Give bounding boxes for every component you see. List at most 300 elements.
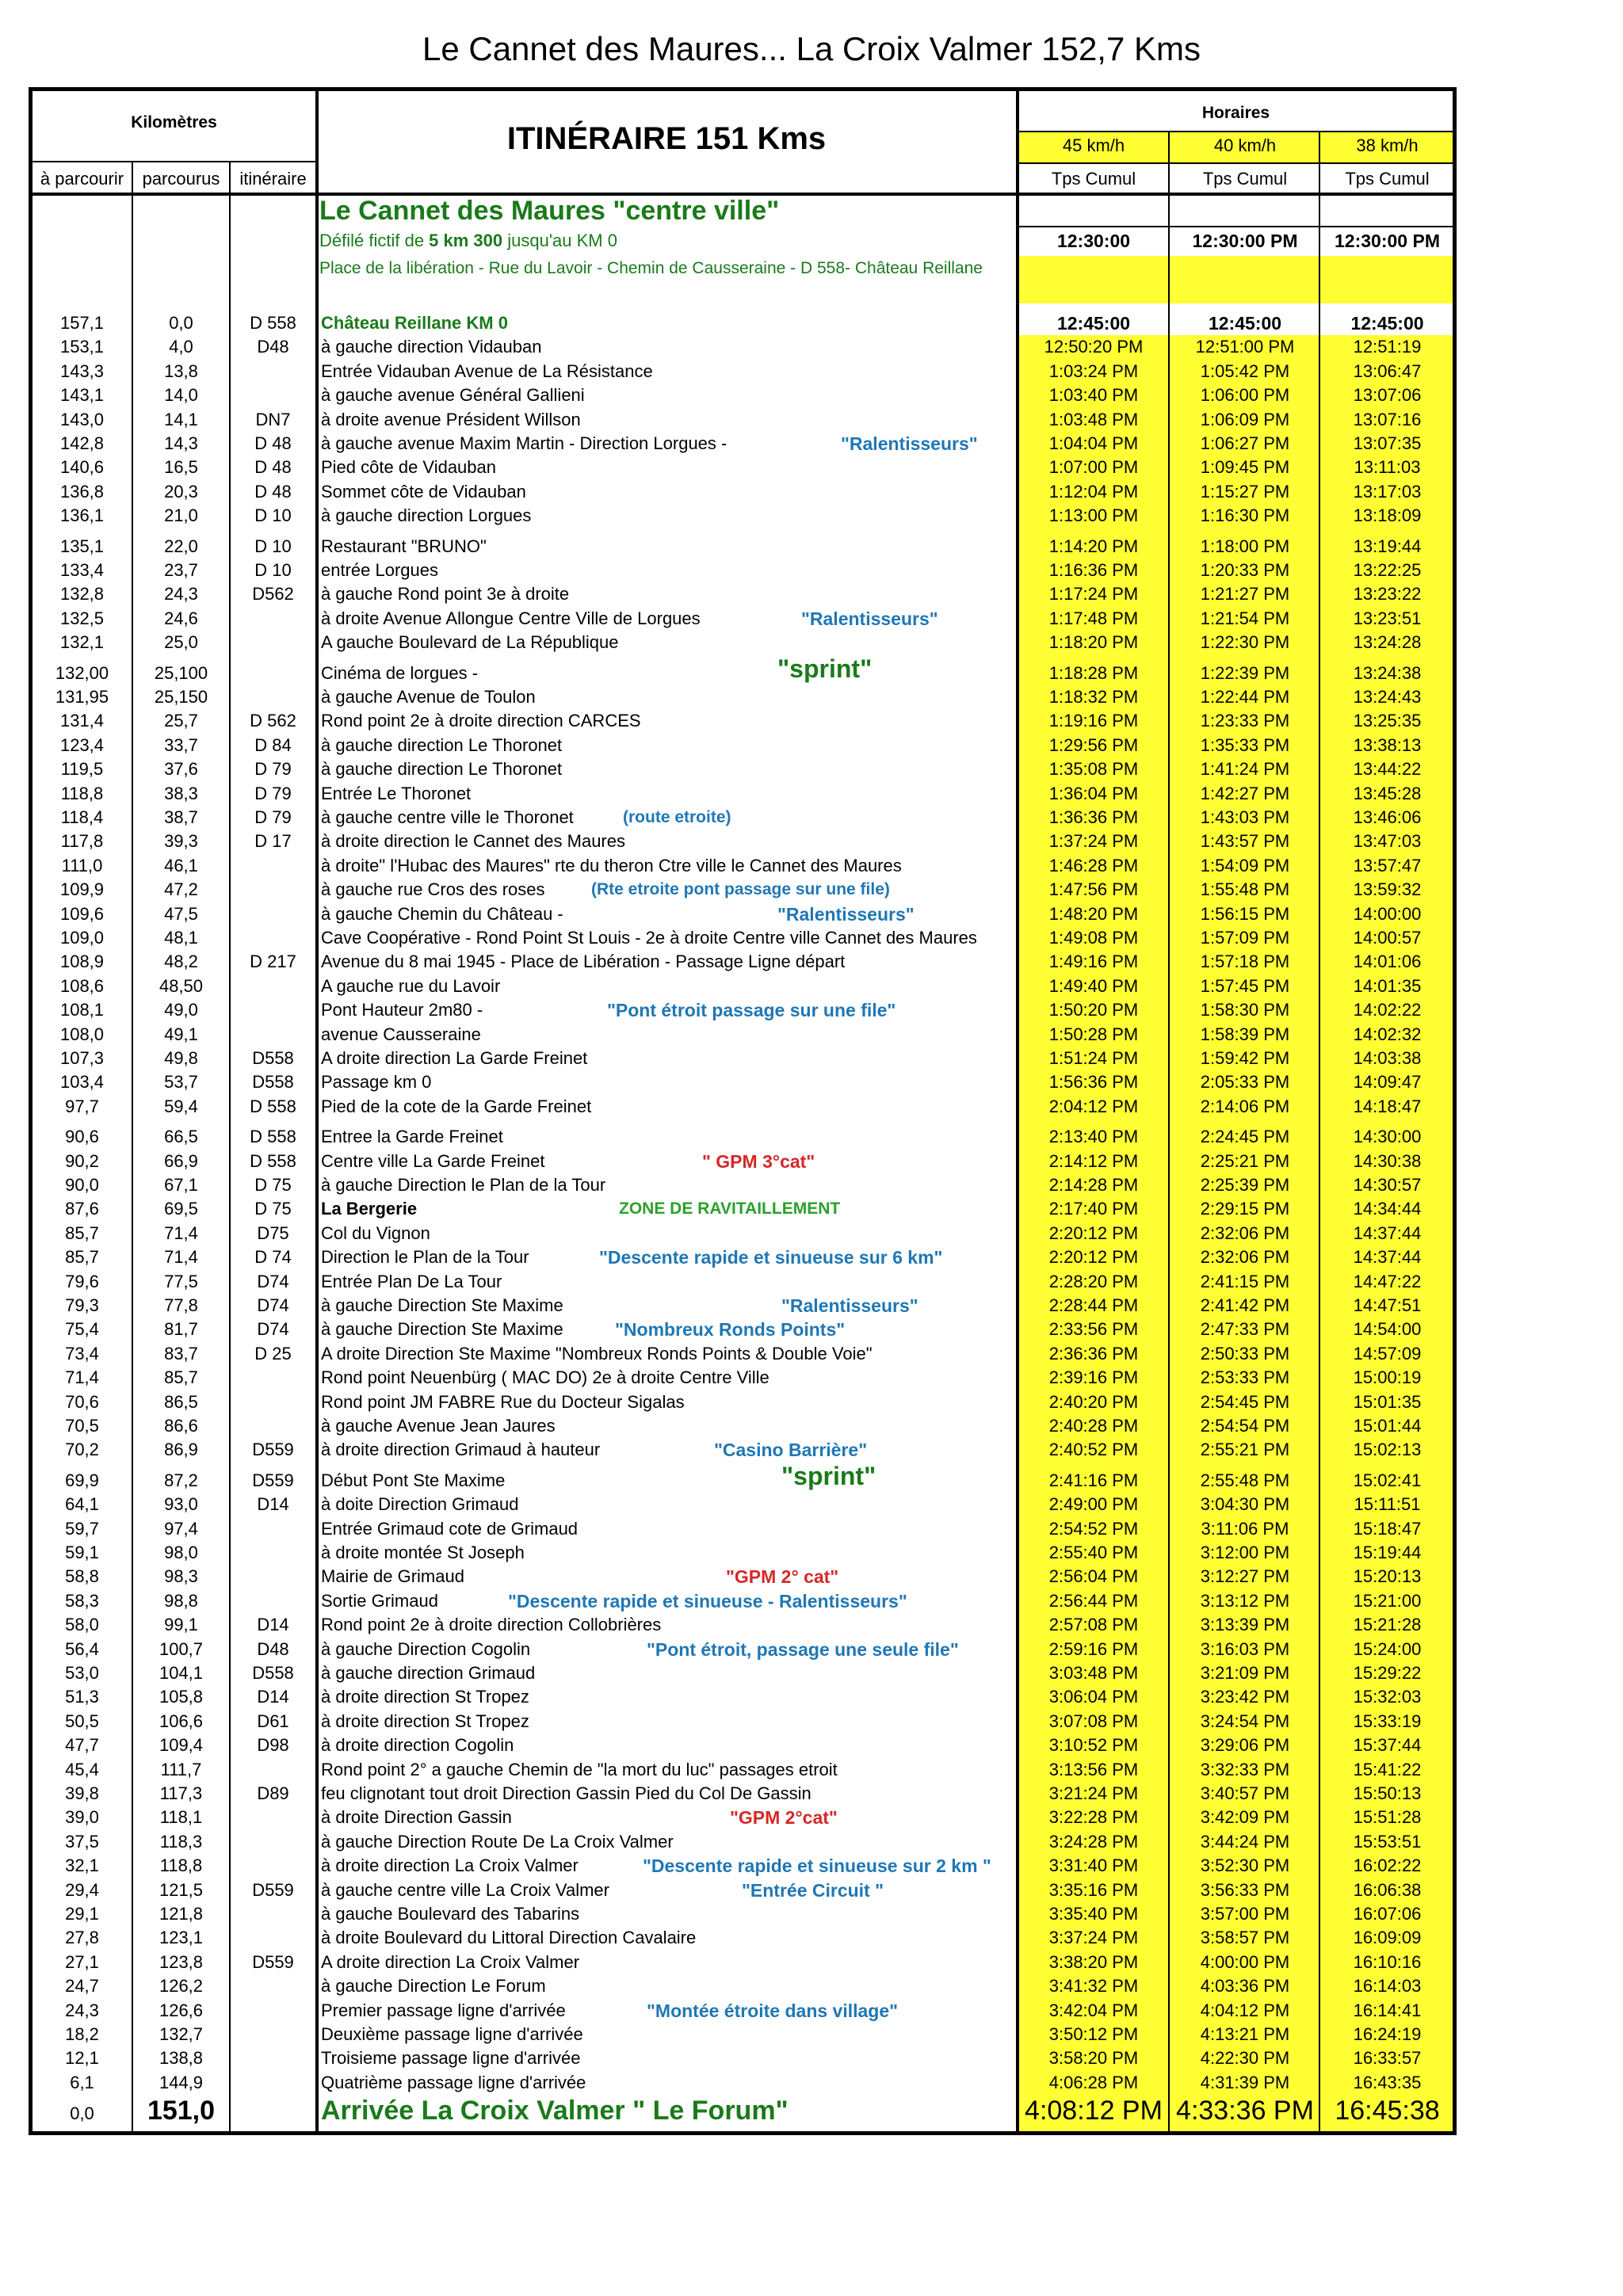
step-description: à gauche Rond point 3e à droite — [321, 584, 570, 605]
step-description: à gauche direction Vidauban — [321, 337, 542, 357]
km-done: 21,0 — [164, 505, 198, 526]
km-remaining: 132,00 — [55, 662, 109, 683]
cumul-time-45: 2:56:44 PM — [1048, 1590, 1139, 1611]
km-done: 87,2 — [164, 1470, 198, 1490]
road-code: D14 — [257, 1615, 289, 1635]
road-code: D 48 — [254, 481, 292, 502]
cumul-time-45: 2:14:12 PM — [1048, 1150, 1139, 1171]
road-code: D74 — [257, 1271, 289, 1291]
tps-cumul-38: Tps Cumul — [1345, 169, 1430, 189]
km-done: 4,0 — [169, 337, 193, 357]
cumul-time-38: 13:44:22 — [1353, 759, 1422, 780]
cumul-time-38: 13:24:38 — [1353, 662, 1422, 683]
table-row — [32, 432, 1453, 456]
cumul-time-45: 2:55:40 PM — [1048, 1543, 1139, 1562]
km-done: 132,7 — [158, 2024, 204, 2044]
step-description: Entrée Plan De La Tour — [321, 1271, 502, 1291]
road-code — [231, 1854, 315, 1878]
cumul-time-45: 2:13:40 PM — [1048, 1127, 1139, 1147]
road-code — [231, 1517, 315, 1541]
cumul-time-38: 13:57:47 — [1353, 855, 1422, 875]
km-remaining: 45,4 — [65, 1759, 99, 1779]
km-remaining: 75,4 — [65, 1319, 99, 1340]
cumul-time-38: 15:01:35 — [1353, 1391, 1422, 1412]
cumul-time-45: 1:49:40 PM — [1048, 975, 1139, 996]
step-description: à droite direction St Tropez — [321, 1711, 529, 1731]
table-row — [32, 974, 1453, 998]
cumul-time-45: 1:50:20 PM — [1048, 1000, 1139, 1020]
step-description: A droite direction La Garde Freinet — [321, 1048, 588, 1068]
km-remaining: 73,4 — [65, 1343, 99, 1363]
road-code — [231, 1366, 315, 1390]
cumul-time-40: 1:22:44 PM — [1200, 687, 1290, 707]
cumul-time-45: 3:06:04 PM — [1048, 1687, 1139, 1707]
step-description: Sortie Grimaud — [321, 1590, 438, 1611]
km-done: 85,7 — [164, 1367, 198, 1388]
cumul-time-38: 14:57:09 — [1353, 1343, 1422, 1363]
km-done: 100,7 — [158, 1638, 204, 1659]
step-description: à droite direction Cogolin — [321, 1735, 514, 1756]
table-row — [32, 1782, 1453, 1806]
road-code: D 48 — [254, 433, 292, 453]
cumul-time-40: 1:54:09 PM — [1200, 855, 1290, 875]
cumul-time-45: 3:58:20 PM — [1048, 2048, 1139, 2069]
km-done: 98,8 — [164, 1590, 198, 1611]
route-note: (Rte etroite pont passage sur une file) — [591, 880, 890, 899]
step-description: Avenue du 8 mai 1945 - Place de Libération - Passage Ligne départ — [321, 952, 846, 972]
cumul-time-40: 3:11:06 PM — [1201, 1518, 1289, 1539]
table-row — [32, 2095, 1453, 2126]
cumul-time-45: 2:56:04 PM — [1048, 1566, 1139, 1587]
road-code — [231, 685, 315, 709]
step-description: Sommet côte de Vidauban — [321, 481, 526, 502]
cumul-time-40: 3:13:39 PM — [1200, 1615, 1290, 1635]
road-code — [231, 607, 315, 631]
km-done: 98,0 — [164, 1543, 198, 1562]
road-code: D 75 — [254, 1199, 292, 1219]
table-row — [32, 1222, 1453, 1245]
step-description: à gauche Direction Ste Maxime — [321, 1319, 563, 1340]
table-row — [32, 631, 1453, 654]
km-remaining: 29,1 — [65, 1904, 99, 1924]
step-description: entrée Lorgues — [321, 560, 438, 580]
table-row — [32, 806, 1453, 830]
road-code — [231, 1414, 315, 1438]
table-row — [32, 2023, 1453, 2046]
cumul-time-45: 3:13:56 PM — [1048, 1759, 1139, 1779]
cumul-time-40: 3:13:12 PM — [1200, 1590, 1290, 1611]
cumul-time-45: 1:13:00 PM — [1048, 505, 1139, 526]
km-done: 23,7 — [164, 560, 198, 580]
step-description: La Bergerie — [321, 1199, 418, 1219]
road-code: D75 — [257, 1222, 289, 1243]
road-code: D74 — [257, 1319, 289, 1340]
km-remaining: 79,6 — [65, 1271, 99, 1291]
step-description: Cinéma de lorgues - — [321, 662, 479, 683]
cumul-time-40: 3:24:54 PM — [1200, 1711, 1290, 1731]
cumul-time-38: 15:24:00 — [1353, 1638, 1422, 1659]
cumul-time-38: 16:02:22 — [1353, 1855, 1422, 1876]
km-done: 118,1 — [159, 1807, 203, 1828]
cumul-time-45: 1:03:40 PM — [1048, 385, 1139, 406]
step-description: à gauche Chemin du Château - — [321, 903, 563, 924]
step-description: Entrée Grimaud cote de Grimaud — [321, 1518, 579, 1539]
cumul-time-40: 1:43:03 PM — [1200, 807, 1290, 827]
table-row — [32, 360, 1453, 383]
cumul-time-38: 13:07:16 — [1353, 409, 1422, 429]
route-note: "GPM 2° cat" — [726, 1566, 839, 1588]
km-remaining: 119,5 — [60, 759, 104, 780]
road-code: D558 — [252, 1048, 294, 1068]
table-row — [32, 1414, 1453, 1438]
road-code — [231, 854, 315, 878]
table-row — [32, 950, 1453, 974]
road-code — [231, 1758, 315, 1782]
cumul-time-40: 2:25:21 PM — [1200, 1150, 1290, 1171]
km-done: 37,6 — [164, 759, 198, 780]
km-done: 104,1 — [158, 1663, 204, 1683]
road-code: D559 — [252, 1470, 294, 1490]
cumul-time-40: 3:40:57 PM — [1200, 1783, 1290, 1803]
road-code — [231, 2095, 315, 2119]
km-remaining: 143,3 — [59, 360, 105, 381]
route-note: " GPM 3°cat" — [702, 1150, 815, 1172]
km-done: 25,0 — [164, 632, 198, 653]
table-row — [32, 456, 1453, 479]
cumul-time-38: 15:41:22 — [1353, 1759, 1422, 1779]
table-row — [32, 1733, 1453, 1757]
cumul-time-38: 15:50:13 — [1353, 1783, 1422, 1803]
km-done: 59,4 — [164, 1096, 198, 1116]
km-done: 47,2 — [164, 879, 198, 900]
cumul-time-38: 14:30:57 — [1353, 1175, 1422, 1195]
table-row — [32, 854, 1453, 878]
step-description: à gauche Avenue Jean Jaures — [321, 1416, 556, 1436]
km-remaining: 24,7 — [65, 1976, 99, 1997]
km-done: 48,2 — [164, 952, 198, 972]
cumul-time-38: 14:37:44 — [1353, 1247, 1422, 1268]
route-note: "Pont étroit passage sur une file" — [607, 1000, 896, 1021]
table-row — [32, 480, 1453, 504]
km-remaining: 85,7 — [65, 1222, 99, 1243]
cumul-time-38: 15:29:22 — [1353, 1663, 1422, 1683]
km-done: 33,7 — [164, 734, 198, 755]
step-description: Pied côte de Vidauban — [321, 457, 496, 478]
step-description: à gauche centre ville La Croix Valmer — [321, 1879, 609, 1900]
step-description: feu clignotant tout droit Direction Gassin Pied du Col De Gassin — [321, 1783, 812, 1803]
cumul-time-40: 2:47:33 PM — [1200, 1319, 1290, 1340]
km-done: 83,7 — [164, 1343, 198, 1363]
cumul-time-38: 15:02:13 — [1353, 1440, 1422, 1460]
km-done: 14,1 — [164, 409, 198, 429]
cumul-time-45: 1:35:08 PM — [1048, 759, 1139, 780]
km-remaining: 157,1 — [59, 313, 105, 333]
cumul-time-45: 3:24:28 PM — [1048, 1831, 1139, 1852]
road-code: D 558 — [250, 1127, 296, 1147]
cumul-time-40: 3:56:33 PM — [1200, 1879, 1290, 1900]
route-note: "Pont étroit, passage une seule file" — [647, 1638, 959, 1660]
cumul-time-38: 15:02:41 — [1353, 1470, 1422, 1490]
cumul-time-45: 1:04:04 PM — [1048, 433, 1139, 453]
cumul-time-38: 13:23:51 — [1353, 608, 1422, 628]
km-done: 86,9 — [164, 1440, 198, 1460]
step-description: Troisieme passage ligne d'arrivée — [321, 2048, 581, 2069]
road-code — [231, 1806, 315, 1829]
cumul-time-40: 1:15:27 PM — [1200, 481, 1290, 502]
cumul-time-38: 13:06:47 — [1353, 360, 1422, 381]
km-remaining: 71,4 — [65, 1367, 99, 1388]
cumul-time-38: 14:01:06 — [1353, 952, 1422, 972]
table-row — [32, 685, 1453, 709]
cumul-time-45: 4:06:28 PM — [1048, 2072, 1139, 2092]
cumul-time-40: 1:56:15 PM — [1200, 903, 1290, 924]
km-remaining: 32,1 — [65, 1855, 99, 1876]
step-description: Entrée Le Thoronet — [321, 783, 472, 803]
route-note: "Entrée Circuit " — [742, 1879, 884, 1901]
road-code: D89 — [257, 1783, 289, 1803]
cumul-time-40: 2:41:42 PM — [1200, 1295, 1290, 1315]
km-done: 86,5 — [164, 1391, 198, 1412]
step-description: Quatrième passage ligne d'arrivée — [321, 2072, 586, 2092]
km-remaining: 136,8 — [59, 481, 105, 502]
step-description: à droite" l'Hubac des Maures" rte du theron Ctre ville le Cannet des Maures — [321, 855, 902, 875]
route-note: "Ralentisseurs" — [801, 608, 938, 629]
road-code: D 74 — [254, 1247, 292, 1268]
road-code: D 10 — [254, 505, 292, 526]
table-row — [32, 1245, 1453, 1269]
km-done: 105,8 — [158, 1687, 204, 1707]
road-code: D 79 — [254, 807, 292, 827]
itinerary-header: ITINÉRAIRE 151 Kms — [506, 121, 827, 156]
cumul-time-38: 15:32:03 — [1353, 1687, 1422, 1707]
cumul-time-38: 16:09:09 — [1353, 1928, 1422, 1948]
route-note: "Descente rapide et sinueuse sur 6 km" — [599, 1247, 943, 1268]
table-row — [32, 2071, 1453, 2095]
step-description: Premier passage ligne d'arrivée — [321, 2000, 566, 2020]
step-description: Mairie de Grimaud — [321, 1566, 464, 1587]
step-description: Rond point 2e à droite direction CARCES — [321, 711, 641, 731]
table-row — [32, 2046, 1453, 2070]
km-done: 24,6 — [164, 608, 198, 628]
cumul-time-45: 1:18:20 PM — [1048, 632, 1139, 653]
cumul-time-45: 1:49:08 PM — [1048, 928, 1139, 948]
km-done: 71,4 — [164, 1247, 198, 1268]
cumul-time-45: 3:31:40 PM — [1048, 1855, 1139, 1876]
table-row — [32, 408, 1453, 432]
km-done: 49,8 — [164, 1048, 198, 1068]
km-done: 86,6 — [164, 1416, 198, 1436]
km-done: 22,0 — [164, 536, 198, 556]
road-code: D 562 — [250, 711, 296, 731]
step-description: A gauche Boulevard de La République — [321, 632, 619, 653]
step-description: à gauche Direction Le Forum — [321, 1976, 546, 1997]
km-remaining: 109,6 — [59, 903, 105, 924]
cumul-time-38: 15:19:44 — [1353, 1543, 1422, 1562]
row-line — [1018, 226, 1453, 227]
table-row — [32, 1125, 1453, 1149]
km-done: 38,3 — [164, 783, 198, 803]
cumul-time-45: 2:28:44 PM — [1048, 1295, 1139, 1315]
step-description: à gauche avenue Général Gallieni — [321, 385, 585, 406]
step-description: à gauche rue Cros des roses — [321, 879, 545, 900]
km-done: 118,8 — [159, 1855, 203, 1876]
km-done: 46,1 — [164, 855, 198, 875]
km-remaining: 24,3 — [65, 2000, 99, 2020]
step-description: à gauche direction Grimaud — [321, 1663, 536, 1683]
km-remaining: 58,0 — [65, 1615, 99, 1635]
table-row — [32, 1541, 1453, 1565]
km-remaining: 108,9 — [59, 952, 105, 972]
cumul-time-45: 1:37:24 PM — [1048, 831, 1139, 852]
defile-time-40: 12:30:00 PM — [1192, 231, 1298, 251]
step-description: à gauche centre ville le Thoronet — [321, 807, 574, 827]
row-line — [1018, 162, 1453, 164]
km-done: 47,5 — [164, 903, 198, 924]
cumul-time-45: 2:54:52 PM — [1048, 1518, 1139, 1539]
cumul-time-38: 13:19:44 — [1353, 536, 1422, 556]
road-code: D 84 — [254, 734, 292, 755]
cumul-time-45: 4:08:12 PM — [1025, 2096, 1163, 2126]
cumul-time-40: 2:25:39 PM — [1200, 1175, 1290, 1195]
cumul-time-38: 13:18:09 — [1353, 505, 1422, 526]
cumul-time-45: 1:36:36 PM — [1048, 807, 1139, 827]
km-done: 66,5 — [164, 1127, 198, 1147]
cumul-time-40: 3:16:03 PM — [1200, 1638, 1290, 1659]
km-remaining: 0,0 — [70, 2103, 94, 2124]
route-note: "Descente rapide et sinueuse sur 2 km " — [643, 1855, 991, 1877]
cumul-time-45: 1:16:36 PM — [1048, 560, 1139, 580]
road-code — [231, 974, 315, 998]
step-description: à gauche Boulevard des Tabarins — [321, 1904, 580, 1924]
cumul-time-45: 1:18:28 PM — [1048, 662, 1139, 683]
cumul-time-40: 4:03:36 PM — [1200, 1976, 1290, 1997]
page-title: Le Cannet des Maures... La Croix Valmer 152,7 Kms — [422, 30, 1201, 67]
cumul-time-38: 16:24:19 — [1353, 2024, 1422, 2044]
cumul-time-45: 1:19:16 PM — [1048, 711, 1139, 731]
road-code: D559 — [252, 1879, 294, 1900]
km-done: 71,4 — [164, 1222, 198, 1243]
cumul-time-38: 13:22:25 — [1353, 560, 1422, 580]
cumul-time-38: 13:38:13 — [1353, 734, 1422, 755]
cumul-time-45: 3:10:52 PM — [1048, 1735, 1139, 1756]
road-code: D 10 — [254, 560, 292, 580]
cumul-time-40: 3:04:30 PM — [1200, 1494, 1290, 1515]
km-done: 38,7 — [164, 807, 198, 827]
km-remaining: 70,6 — [65, 1391, 99, 1412]
km-remaining: 131,95 — [55, 687, 109, 707]
km-done: 14,3 — [164, 433, 198, 453]
km-done: 126,6 — [158, 2000, 204, 2020]
cumul-time-40: 4:33:36 PM — [1176, 2096, 1314, 2126]
table-row — [32, 582, 1453, 606]
road-code — [231, 1830, 315, 1854]
table-row — [32, 559, 1453, 582]
km-remaining: 143,0 — [59, 409, 105, 429]
km-remaining: 111,0 — [61, 855, 103, 875]
km-done: 77,8 — [164, 1295, 198, 1315]
step-description: à droite direction Grimaud à hauteur — [321, 1440, 601, 1460]
cumul-time-40: 1:22:30 PM — [1200, 632, 1290, 653]
cumul-time-40: 1:23:33 PM — [1200, 711, 1290, 731]
cumul-time-40: 2:54:45 PM — [1200, 1391, 1290, 1412]
km-remaining: 64,1 — [65, 1494, 99, 1515]
cumul-time-45: 3:41:32 PM — [1048, 1976, 1139, 1997]
route-note: "Montée étroite dans village" — [647, 2000, 899, 2021]
cumul-time-40: 12:45:00 — [1208, 313, 1282, 334]
km-done: 53,7 — [164, 1072, 198, 1093]
table-row — [32, 1150, 1453, 1173]
horaires-header: Horaires — [1201, 104, 1270, 122]
cumul-time-40: 1:59:42 PM — [1200, 1048, 1290, 1068]
cumul-time-40: 1:21:54 PM — [1200, 608, 1290, 628]
cumul-time-45: 1:12:04 PM — [1048, 481, 1139, 502]
km-done: 81,7 — [164, 1319, 198, 1340]
table-row — [32, 830, 1453, 853]
km-remaining: 107,3 — [59, 1048, 105, 1068]
cumul-time-38: 13:47:03 — [1353, 831, 1422, 852]
itinerary-table — [29, 87, 1457, 2135]
road-code — [231, 1926, 315, 1950]
step-description: Rond point 2e à droite direction Collobrières — [321, 1615, 662, 1635]
cumul-time-45: 1:36:04 PM — [1048, 783, 1139, 803]
cumul-time-38: 12:51:19 — [1353, 337, 1422, 357]
km-remaining: 87,6 — [65, 1199, 99, 1219]
km-remaining: 109,9 — [59, 879, 105, 900]
km-done: 111,7 — [160, 1759, 202, 1779]
road-code — [231, 998, 315, 1022]
cumul-time-40: 3:44:24 PM — [1200, 1831, 1290, 1852]
step-description: Cave Coopérative - Rond Point St Louis - 2e à droite Centre ville Cannet des Maures — [321, 928, 977, 948]
cumul-time-40: 1:22:39 PM — [1200, 662, 1290, 683]
defile-line — [319, 231, 617, 251]
km-done: 49,1 — [164, 1024, 198, 1044]
road-code — [231, 383, 315, 407]
road-code: D 17 — [254, 831, 292, 852]
cumul-time-40: 1:06:00 PM — [1200, 385, 1290, 406]
km-remaining: 90,2 — [65, 1150, 99, 1171]
table-row — [32, 607, 1453, 631]
route-note: "Ralentisseurs" — [777, 903, 915, 925]
road-code — [231, 2071, 315, 2095]
route-note: "sprint" — [777, 654, 873, 683]
table-row — [32, 1854, 1453, 1878]
cumul-time-40: 3:21:09 PM — [1200, 1663, 1290, 1683]
cumul-time-45: 2:36:36 PM — [1048, 1343, 1139, 1363]
route-note: "sprint" — [781, 1461, 876, 1490]
km-remaining: 90,0 — [65, 1175, 99, 1195]
route-note: "GPM 2°cat" — [730, 1807, 838, 1829]
cumul-time-45: 2:41:16 PM — [1048, 1470, 1139, 1490]
step-description: à gauche Direction Route De La Croix Valmer — [321, 1831, 674, 1852]
cumul-time-40: 2:55:48 PM — [1200, 1470, 1290, 1490]
km-done: 77,5 — [164, 1271, 198, 1291]
cumul-time-38: 13:17:03 — [1353, 481, 1422, 502]
step-description: Direction le Plan de la Tour — [321, 1247, 529, 1268]
cumul-time-38: 14:02:22 — [1353, 1000, 1422, 1020]
route-note: "Nombreux Ronds Points" — [615, 1319, 846, 1341]
cumul-time-40: 2:50:33 PM — [1200, 1343, 1290, 1363]
table-row — [32, 998, 1453, 1022]
table-row — [32, 734, 1453, 757]
step-description: Rond point JM FABRE Rue du Docteur Sigalas — [321, 1391, 685, 1412]
step-description: à droite Avenue Allongue Centre Ville de Lorgues — [321, 608, 701, 628]
km-remaining: 58,8 — [65, 1566, 99, 1587]
step-description: A droite direction La Croix Valmer — [321, 1951, 580, 1972]
road-code: D14 — [257, 1494, 289, 1515]
cumul-time-45: 1:17:24 PM — [1048, 584, 1139, 605]
table-row — [32, 1047, 1453, 1070]
route-note: "Casino Barrière" — [714, 1440, 868, 1461]
